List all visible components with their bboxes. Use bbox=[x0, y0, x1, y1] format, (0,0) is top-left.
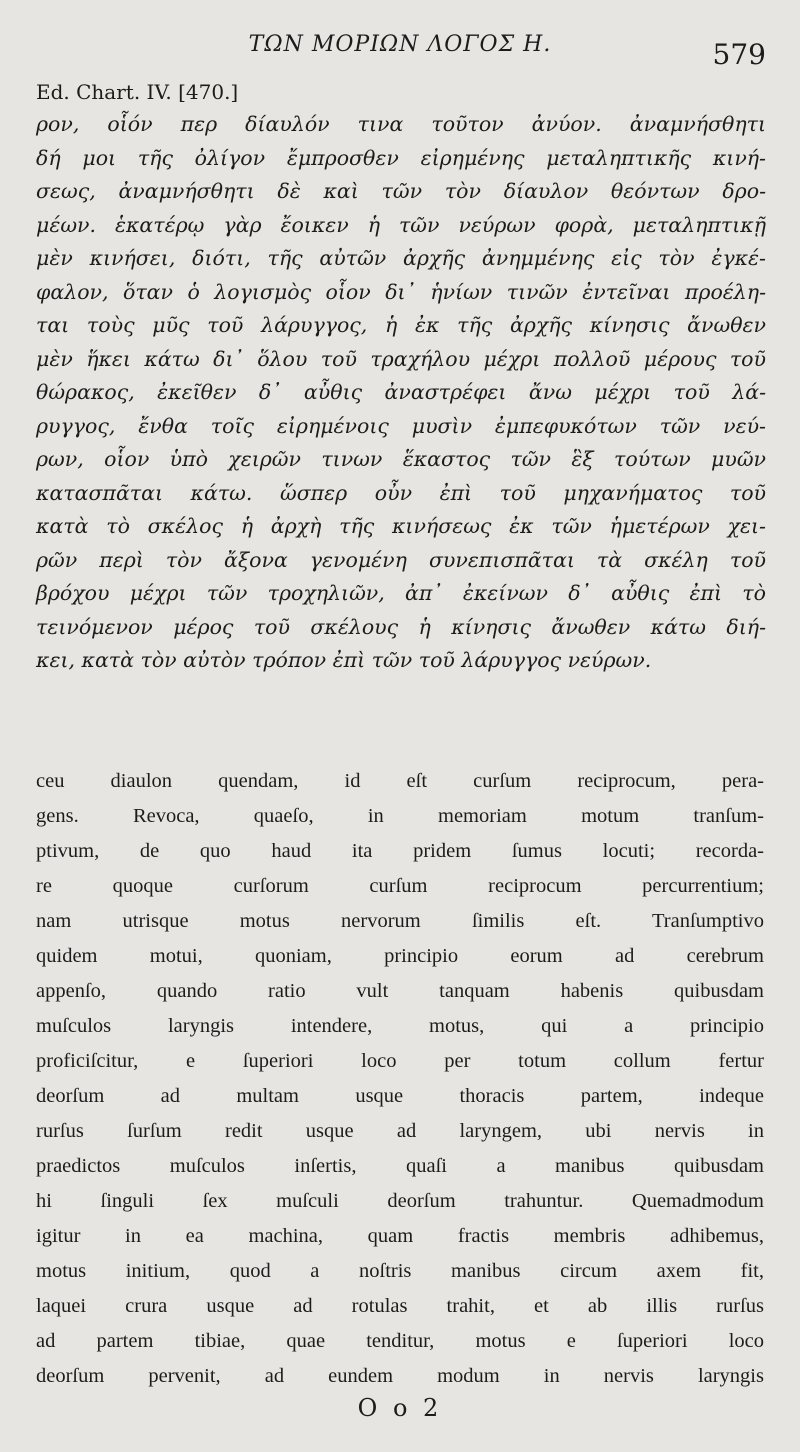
latin-text-line: laquei crura usque ad rotulas trahit, et ab illis rurſus bbox=[36, 1295, 764, 1317]
latin-text-line: ad partem tibiae, quae tenditur, motus e ſuperiori loco bbox=[36, 1330, 764, 1352]
signature-mark: O o 2 bbox=[357, 1394, 443, 1422]
greek-text-line: δή μοι τῆς ὀλίγον ἔμπροσθεν εἰρημένης μεταληπτικῆς κινή- bbox=[36, 145, 766, 170]
greek-text-line: ρων, οἷον ὑπὸ χειρῶν τινων ἕκαστος τῶν ἓξ τούτων μυῶν bbox=[36, 447, 766, 471]
greek-text-line: τεινόμενον μέρος τοῦ σκέλους ἡ κίνησις ἄνωθεν κάτω διή- bbox=[36, 614, 766, 639]
greek-text-line: μὲν κινήσει, διότι, τῆς αὐτῶν ἀρχῆς ἀνημμένης εἰς τὸν ἐγκέ- bbox=[36, 246, 766, 270]
latin-text-line: deorſum ad multam usque thoracis partem, indeque bbox=[36, 1085, 764, 1107]
greek-text-line: μέων. ἑκατέρῳ γὰρ ἔοικεν ἡ τῶν νεύρων φορὰ, μεταληπτικῇ bbox=[36, 212, 766, 237]
latin-text-line: quidem motui, quoniam, principio eorum ad cerebrum bbox=[36, 945, 764, 967]
latin-text-line: rurſus ſurſum redit usque ad laryngem, ubi nervis in bbox=[36, 1120, 764, 1142]
latin-text-line: re quoque curſorum curſum reciprocum percurrentium; bbox=[36, 875, 764, 897]
greek-text-line: θώρακος, ἐκεῖθεν δ᾽ αὖθις ἀναστρέφει ἄνω μέχρι τοῦ λά- bbox=[36, 380, 766, 404]
latin-text-line: igitur in ea machina, quam fractis membris adhibemus, bbox=[36, 1225, 764, 1247]
greek-text-line: ρῶν περὶ τὸν ἄξονα γενομένη συνεπισπᾶται τὰ σκέλη τοῦ bbox=[36, 547, 766, 572]
greek-text-line: κατὰ τὸ σκέλος ἡ ἀρχὴ τῆς κινήσεως ἐκ τῶν ἡμετέρων χει- bbox=[36, 514, 766, 538]
latin-text-line: nam utrisque motus nervorum ſimilis eſt. Tranſumptivo bbox=[36, 910, 764, 932]
page-number: 579 bbox=[712, 38, 766, 71]
latin-text-line: praedictos muſculos inſertis, quaſi a manibus quibusdam bbox=[36, 1155, 764, 1177]
greek-text-line: ρυγγος, ἔνθα τοῖς εἰρημένοις μυσὶν ἐμπεφυκότων τῶν νεύ- bbox=[36, 413, 766, 438]
edition-reference: Ed. Chart. IV. [470.] bbox=[36, 80, 239, 104]
latin-text-line: appenſo, quando ratio vult tanquam habenis quibusdam bbox=[36, 980, 764, 1002]
greek-text-line: φαλον, ὅταν ὁ λογισμὸς οἷον δι᾽ ἡνίων τινῶν ἐντεῖναι προέλη- bbox=[36, 279, 766, 304]
latin-text-line: ptivum, de quo haud ita pridem ſumus locuti; recorda- bbox=[36, 840, 764, 862]
latin-text-line: hi ſinguli ſex muſculi deorſum trahuntur. Quemadmodum bbox=[36, 1190, 764, 1212]
greek-text-line: κει, κατὰ τὸν αὐτὸν τρόπον ἐπὶ τῶν τοῦ λάρυγγος νεύρων. bbox=[36, 648, 652, 672]
greek-text-line: σεως, ἀναμνήσθητι δὲ καὶ τῶν τὸν δίαυλον θεόντων δρο- bbox=[36, 179, 766, 203]
latin-text-block bbox=[36, 764, 764, 1394]
running-head: ΤΩΝ ΜΟΡΙΩΝ ΛΟΓΟΣ Η. bbox=[248, 32, 552, 57]
greek-text-block bbox=[36, 108, 766, 678]
latin-text-line: muſculos laryngis intendere, motus, qui a principio bbox=[36, 1015, 764, 1037]
greek-text-line: βρόχου μέχρι τῶν τροχηλιῶν, ἀπ᾽ ἐκείνων δ᾽ αὖθις ἐπὶ τὸ bbox=[36, 581, 766, 605]
greek-text-line: ρον, οἷόν περ δίαυλόν τινα τοῦτον ἀνύον. ἀναμνήσθητι bbox=[36, 112, 766, 136]
latin-text-line: gens. Revoca, quaeſo, in memoriam motum tranſum- bbox=[36, 805, 764, 827]
latin-text-line: motus initium, quod a noſtris manibus circum axem fit, bbox=[36, 1260, 764, 1282]
latin-text-line: proficiſcitur, e ſuperiori loco per totum collum fertur bbox=[36, 1050, 764, 1072]
greek-text-line: ται τοὺς μῦς τοῦ λάρυγγος, ἡ ἐκ τῆς ἀρχῆς κίνησις ἄνωθεν bbox=[36, 313, 766, 337]
greek-text-line: μὲν ἥκει κάτω δι᾽ ὅλου τοῦ τραχήλου μέχρι πολλοῦ μέρους τοῦ bbox=[36, 346, 766, 371]
latin-text-line: ceu diaulon quendam, id eſt curſum reciprocum, pera- bbox=[36, 770, 764, 792]
latin-text-line: deorſum pervenit, ad eundem modum in nervis laryngis bbox=[36, 1365, 764, 1387]
greek-text-line: κατασπᾶται κάτω. ὥσπερ οὖν ἐπὶ τοῦ μηχανήματος τοῦ bbox=[36, 480, 766, 505]
